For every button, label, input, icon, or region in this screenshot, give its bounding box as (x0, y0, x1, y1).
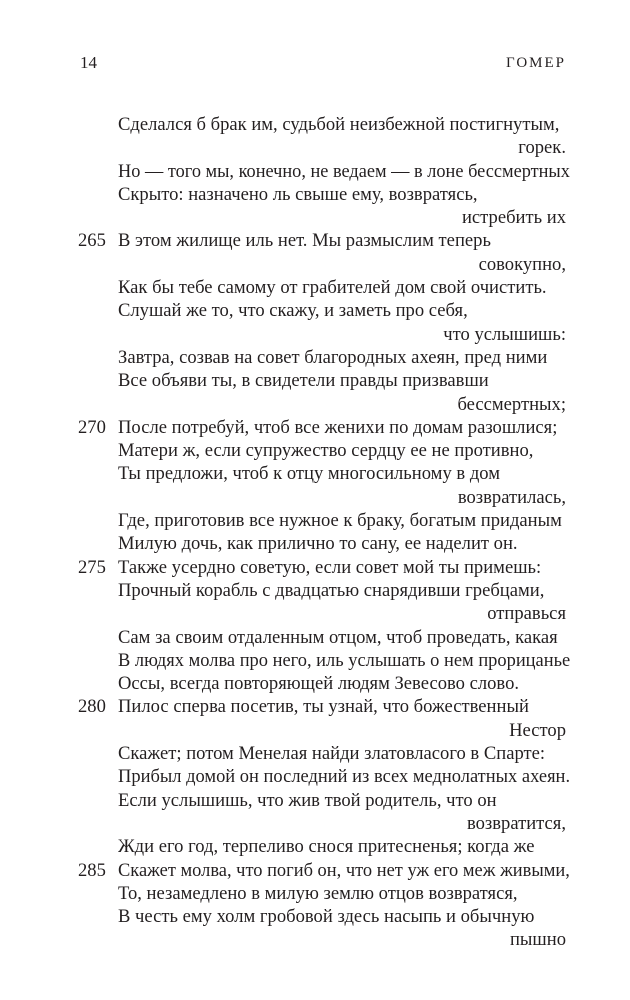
verse-continuation (0, 393, 630, 416)
verse-text: Пилос сперва посетив, ты узнай, что божественный (118, 696, 529, 718)
verse-continuation (0, 136, 630, 159)
verse-text: Также усердно советую, если совет мой ты примешь: (118, 556, 542, 578)
verse-line (0, 859, 630, 882)
verse-text: бессмертных; (457, 393, 566, 415)
verse-text: Матери ж, если супружество сердцу ее не противно, (118, 440, 534, 462)
line-number: 280 (78, 696, 106, 718)
verse-text: Милую дочь, как прилично то сану, ее наделит он. (118, 533, 518, 555)
verse-line (0, 276, 630, 299)
verse-line (0, 532, 630, 555)
verse-text: Если услышишь, что жив твой родитель, что он (118, 789, 497, 811)
verse-continuation (0, 323, 630, 346)
verse-line (0, 299, 630, 322)
verse-text: Где, приготовив все нужное к браку, богатым приданым (118, 510, 562, 532)
verse-line (0, 742, 630, 765)
verse-text: истребить их (461, 207, 566, 229)
verse-text: совокупно, (478, 253, 566, 275)
verse-text: Как бы тебе самому от грабителей дом свой очистить. (118, 277, 547, 299)
verse-text: В этом жилище иль нет. Мы размыслим теперь (118, 230, 491, 252)
verse-line (0, 626, 630, 649)
verse-text: После потребуй, чтоб все женихи по домам разошлися; (118, 416, 558, 438)
verse-continuation (0, 253, 630, 276)
running-head: ГОМЕР (506, 55, 566, 71)
verse-line (0, 882, 630, 905)
line-number: 275 (78, 556, 106, 578)
verse-continuation (0, 928, 630, 951)
line-number: 270 (78, 416, 106, 438)
verse-text: возвратится, (466, 812, 566, 834)
verse-text: В честь ему холм гробовой здесь насыпь и обычную (118, 906, 535, 928)
verse-line (0, 649, 630, 672)
verse-text: Прочный корабль с двадцатью снарядивши гребцами, (118, 579, 545, 601)
verse-text: Но — того мы, конечно, не ведаем — в лоне бессмертных (118, 160, 570, 182)
verse-text: Сам за своим отдаленным отцом, чтоб проведать, какая (118, 626, 558, 648)
verse-continuation (0, 206, 630, 229)
verse-line (0, 160, 630, 183)
verse-line (0, 556, 630, 579)
page-number: 14 (80, 53, 97, 72)
verse-line (0, 579, 630, 602)
verse-line (0, 672, 630, 695)
verse-line (0, 462, 630, 485)
verse-line (0, 695, 630, 718)
verse-line (0, 369, 630, 392)
verse-line (0, 439, 630, 462)
verse-text: Слушай же то, что скажу, и заметь про себя, (118, 300, 468, 322)
verse-line (0, 113, 630, 136)
verse-text: Все объяви ты, в свидетели правды призвавши (118, 370, 489, 392)
verse-text: Сделался б брак им, судьбой неизбежной постигнутым, (118, 114, 560, 135)
verse-continuation (0, 719, 630, 742)
verse-text: Оссы, всегда повторяющей людям Зевесово слово. (118, 673, 520, 695)
verse-continuation (0, 486, 630, 509)
verse-line (0, 416, 630, 439)
verse-line (0, 183, 630, 206)
verse-text: В людях молва про него, иль услышать о нем прорицанье (118, 649, 571, 671)
verse-text: возвратилась, (457, 486, 566, 508)
verse-text: горек. (518, 137, 566, 159)
verse-text: Скрыто: назначено ль свыше ему, возвратясь, (118, 183, 478, 205)
verse-line (0, 765, 630, 788)
poem-text (0, 113, 630, 952)
verse-text: Завтра, созвав на совет благородных ахеян, пред ними (118, 346, 548, 368)
verse-text: Ты предложи, чтоб к отцу многосильному в дом (118, 463, 500, 485)
verse-text: Прибыл домой он последний из всех меднолатных ахеян. (118, 766, 571, 788)
verse-text: отправься (487, 603, 566, 625)
verse-text: Скажет молва, что погиб он, что нет уж его меж живыми, (118, 859, 570, 881)
verse-text: Жди его год, терпеливо снося притесненья; когда же (118, 836, 535, 858)
verse-line (0, 835, 630, 858)
verse-text: Скажет; потом Менелая найди златовласого в Спарте: (118, 743, 546, 765)
line-number: 265 (78, 230, 106, 252)
verse-line (0, 789, 630, 812)
verse-line (0, 346, 630, 369)
verse-text: Нестор (509, 719, 566, 741)
line-number: 285 (78, 859, 106, 881)
verse-text: пышно (509, 929, 566, 951)
verse-continuation (0, 602, 630, 625)
verse-text: что услышишь: (443, 323, 566, 345)
verse-continuation (0, 812, 630, 835)
verse-text: То, незамедлено в милую землю отцов возвратяся, (118, 882, 518, 904)
verse-line (0, 509, 630, 532)
verse-line (0, 229, 630, 252)
verse-line (0, 905, 630, 928)
